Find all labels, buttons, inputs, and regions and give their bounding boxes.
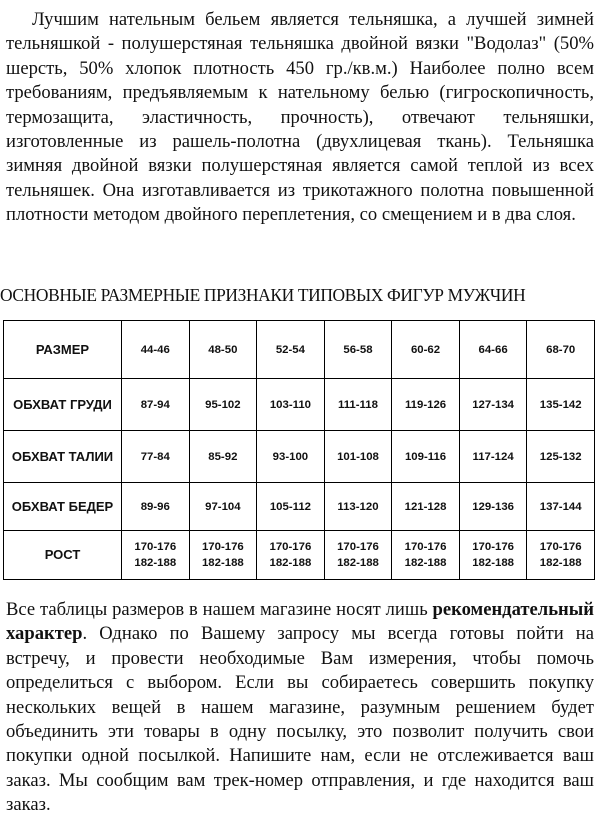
table-cell [189,531,257,580]
outro-bold-text: рекомендательный характер [6,599,594,645]
intro-paragraph: Лучшим нательным бельем является тельняшка, а лучшей зимней тельняшкой - полушерстяная тельняшка двойной вязки "Водолаз" (50% шерсть, 50% хлопок плотность 450 гр./кв.м.) Наиболее полно всем требованиям, предъявляемым к нательному белью (гигроскопичность, термозащита, эластичность, прочность), отвечают тельняшки, изготовленные из рашель-полотна (двухлицевая ткань). Тельняшка зимняя двойной вязки полушерстяная является самой теплой из всех тельняшек. Она изготавливается из трикотажного полотна повышенной плотности методом двойного переплетения, со смещением и в два слоя. [6,9,594,226]
height-line-1: 170-176 [269,541,312,553]
hips-row [4,483,595,531]
table-cell: 129-136 [459,483,527,531]
height-line-1: 170-176 [201,541,244,553]
table-cell: 89-96 [122,483,190,531]
table-cell: 111-118 [324,379,392,431]
row-label: ОБХВАТ БЕДЕР [4,483,122,531]
outro-text-part-2: . Однако по Вашему запросу мы всегда готовы пойти на встречу, и провести необходимые Вам измерения, чтобы помочь определиться с выбором. Если вы собираетесь совершить покупку нескольких вещей в нашем магазине, разумным решением будет объединить эти товары в одну посылку, это позволит получить свои покупки одной посылкой. Напишите нам, если не отслеживается ваш заказ. Мы сообщим вам трек-номер отправления, и где находится ваш заказ. [6,623,594,816]
table-cell: 93-100 [257,431,325,483]
size-cell: 44-46 [122,321,190,379]
table-cell [257,531,325,580]
height-row [4,531,595,580]
row-label: РОСТ [4,531,122,580]
table-cell: 117-124 [459,431,527,483]
size-table [3,320,595,580]
size-cell: 56-58 [324,321,392,379]
table-cell [324,531,392,580]
table-cell: 95-102 [189,379,257,431]
table-cell: 87-94 [122,379,190,431]
outro-paragraph [6,598,594,818]
size-cell: 48-50 [189,321,257,379]
size-cell: 52-54 [257,321,325,379]
table-cell [122,531,190,580]
row-label: ОБХВАТ ТАЛИИ [4,431,122,483]
table-cell [459,531,527,580]
table-cell: 103-110 [257,379,325,431]
height-line-2: 182-188 [337,557,379,569]
table-cell: 77-84 [122,431,190,483]
height-line-2: 182-188 [472,557,514,569]
size-cell: 64-66 [459,321,527,379]
outro-text-part-1: Все таблицы размеров в нашем магазине носят лишь [6,599,433,620]
table-cell: 97-104 [189,483,257,531]
chest-row [4,379,595,431]
table-cell: 101-108 [324,431,392,483]
waist-row [4,431,595,483]
height-line-1: 170-176 [134,541,177,553]
header-label: РАЗМЕР [4,321,122,379]
table-cell: 113-120 [324,483,392,531]
table-cell [392,531,460,580]
height-line-2: 182-188 [404,557,447,569]
height-line-2: 182-188 [134,557,177,569]
size-cell: 60-62 [392,321,460,379]
table-cell: 85-92 [189,431,257,483]
height-line-1: 170-176 [404,541,447,553]
height-line-1: 170-176 [337,541,379,553]
table-cell [527,531,595,580]
table-cell: 119-126 [392,379,460,431]
height-line-2: 182-188 [201,557,244,569]
size-cell: 68-70 [527,321,595,379]
table-cell: 137-144 [527,483,595,531]
table-cell: 125-132 [527,431,595,483]
height-line-2: 182-188 [269,557,312,569]
height-line-1: 170-176 [472,541,514,553]
table-cell: 135-142 [527,379,595,431]
table-cell: 127-134 [459,379,527,431]
table-cell: 109-116 [392,431,460,483]
size-header-row [4,321,595,379]
table-cell: 121-128 [392,483,460,531]
table-cell: 105-112 [257,483,325,531]
height-line-2: 182-188 [539,557,582,569]
row-label: ОБХВАТ ГРУДИ [4,379,122,431]
height-line-1: 170-176 [539,541,582,553]
size-table-title: ОСНОВНЫЕ РАЗМЕРНЫЕ ПРИЗНАКИ ТИПОВЫХ ФИГУР МУЖЧИН [0,285,526,305]
